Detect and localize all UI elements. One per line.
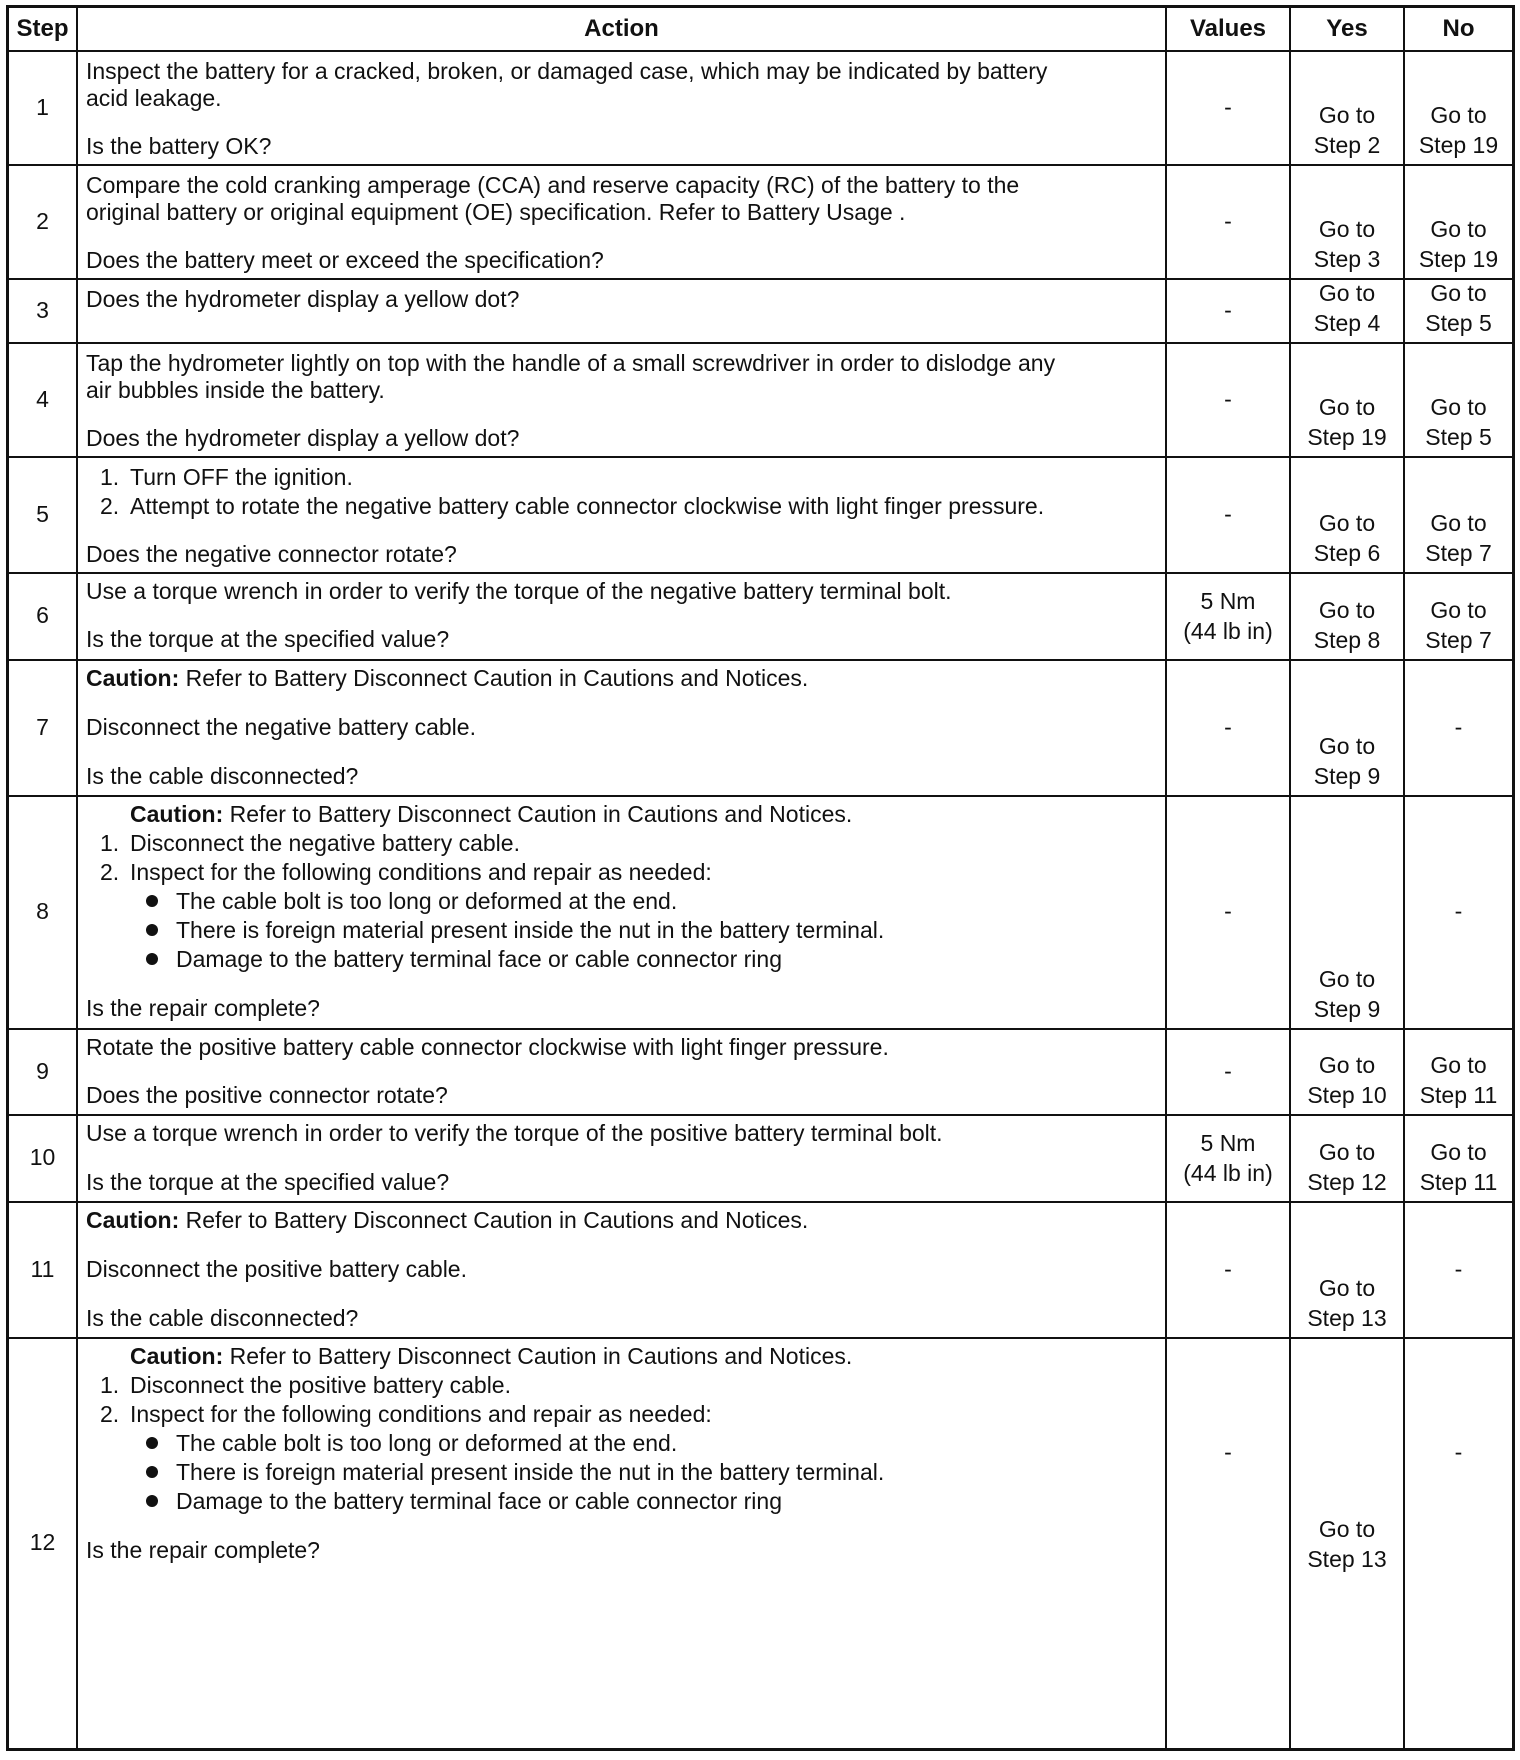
action-cell [78, 1028, 1167, 1114]
caution-text: Refer to Battery Disconnect Caution in Cautions and Notices. [185, 1207, 809, 1233]
action-question: Is the battery OK? [86, 133, 272, 159]
bullet-icon [146, 1437, 158, 1449]
bullet-item: The cable bolt is too long or deformed at the end. [176, 1430, 678, 1456]
header-no: No [1442, 15, 1475, 42]
action-question: Is the repair complete? [86, 995, 320, 1021]
step-number: 2 [9, 164, 78, 278]
bullet-icon [146, 1495, 158, 1507]
caution-text: Refer to Battery Disconnect Caution in Cautions and Notices. [229, 1343, 853, 1369]
table-row [9, 1114, 1512, 1203]
step-number: 4 [9, 342, 78, 456]
yes-link-prefix[interactable]: Go to [1318, 1516, 1376, 1542]
list-item: Turn OFF the ignition. [130, 464, 353, 490]
action-cell [78, 342, 1167, 456]
yes-link-prefix[interactable]: Go to [1318, 216, 1376, 242]
action-text: Compare the cold cranking amperage (CCA) and reserve capacity (RC) of the battery to the [86, 172, 1020, 198]
table-row [9, 795, 1512, 1030]
list-item: Disconnect the positive battery cable. [130, 1372, 511, 1398]
bullet-item: There is foreign material present inside the nut in the battery terminal. [176, 917, 885, 943]
no-cell [1405, 50, 1512, 164]
no-cell: - [1454, 898, 1463, 924]
caution-label: Caution: [86, 1207, 180, 1233]
yes-link-prefix[interactable]: Go to [1318, 510, 1376, 536]
bullet-icon [146, 1466, 158, 1478]
diagnostic-table [6, 5, 1515, 1751]
table-row [9, 1201, 1512, 1339]
action-text: air bubbles inside the battery. [86, 377, 385, 403]
values-cell: - [1167, 342, 1291, 456]
values-cell [1167, 1337, 1291, 1748]
action-text: Use a torque wrench in order to verify the torque of the positive battery terminal bolt. [86, 1120, 943, 1146]
list-number: 1. [100, 1372, 120, 1398]
yes-cell [1291, 164, 1405, 278]
no-link-prefix[interactable]: Go to [1430, 280, 1487, 306]
action-question: Does the battery meet or exceed the specification? [86, 247, 604, 273]
yes-link-prefix[interactable]: Go to [1318, 1139, 1376, 1165]
list-item: Inspect for the following conditions and repair as needed: [130, 1401, 712, 1427]
yes-link-prefix[interactable]: Go to [1318, 102, 1376, 128]
action-text: acid leakage. [86, 85, 222, 111]
step-number: 11 [9, 1201, 78, 1337]
list-item: Disconnect the negative battery cable. [130, 830, 520, 856]
yes-link-prefix[interactable]: Go to [1318, 280, 1376, 306]
bullet-item: Damage to the battery terminal face or cable connector ring [176, 1488, 782, 1514]
table-row [9, 278, 1512, 344]
no-link-step[interactable]: Step 11 [1419, 1082, 1498, 1108]
yes-link-prefix[interactable]: Go to [1318, 394, 1376, 420]
yes-cell [1291, 572, 1405, 659]
no-cell [1405, 1337, 1512, 1748]
list-number: 2. [100, 859, 120, 885]
action-text: Use a torque wrench in order to verify the torque of the negative battery terminal bolt. [86, 578, 952, 604]
values-cell: - [1167, 795, 1291, 1028]
bullet-icon [146, 895, 158, 907]
step-number: 9 [9, 1028, 78, 1114]
bullet-item: There is foreign material present inside the nut in the battery terminal. [176, 1459, 885, 1485]
yes-link-prefix[interactable]: Go to [1318, 966, 1376, 992]
header-yes: Yes [1291, 8, 1405, 50]
header-step: Step [9, 8, 78, 50]
values-cell: - [1167, 1028, 1291, 1114]
list-number: 2. [100, 493, 120, 519]
step-number: 10 [9, 1114, 78, 1201]
action-question: Does the positive connector rotate? [86, 1082, 448, 1108]
yes-cell [1291, 659, 1405, 795]
no-cell [1405, 278, 1512, 342]
values-dash: - [1224, 1438, 1232, 1465]
no-cell [1405, 342, 1512, 456]
no-cell: - [1454, 713, 1463, 740]
list-item: Inspect for the following conditions and repair as needed: [130, 859, 712, 885]
action-question: Does the hydrometer display a yellow dot? [86, 286, 520, 312]
yes-cell [1291, 795, 1405, 1028]
action-cell [78, 1114, 1167, 1201]
no-link-step[interactable]: Step 7 [1425, 540, 1492, 566]
table-row [9, 659, 1512, 797]
no-cell [1405, 1028, 1512, 1114]
bullet-icon [146, 924, 158, 936]
no-cell: - [1454, 1255, 1463, 1282]
yes-link-prefix[interactable]: Go to [1318, 1052, 1376, 1078]
action-cell [78, 572, 1167, 659]
bullet-icon [146, 953, 158, 965]
table-row [9, 50, 1512, 166]
no-link-step[interactable]: Step 5 [1425, 310, 1492, 336]
step-number: 8 [9, 795, 78, 1028]
no-cell [1405, 1114, 1512, 1201]
table-row [9, 1337, 1512, 1748]
no-link-prefix[interactable]: Go to [1430, 1139, 1487, 1165]
torque-value-imperial: (44 lb in) [1183, 1159, 1273, 1186]
action-question: Is the torque at the specified value? [86, 1169, 450, 1195]
caution-label: Caution: [86, 665, 180, 691]
torque-value: 5 Nm [1200, 1129, 1256, 1156]
header-action: Action [78, 8, 1167, 50]
yes-link-step[interactable]: Step 19 [1307, 424, 1387, 450]
yes-link-prefix[interactable]: Go to [1318, 597, 1376, 623]
yes-cell [1291, 1337, 1405, 1748]
action-question: Does the negative connector rotate? [86, 541, 457, 567]
table-row [9, 572, 1512, 661]
list-number: 1. [100, 464, 120, 490]
caution-label: Caution: [130, 1343, 224, 1369]
header-values: Values [1167, 8, 1291, 50]
caution-text: Refer to Battery Disconnect Caution in Cautions and Notices. [185, 665, 809, 691]
yes-link-step[interactable]: Step 9 [1313, 763, 1381, 789]
step-number: 12 [9, 1337, 78, 1748]
action-question: Does the hydrometer display a yellow dot? [86, 425, 520, 451]
values-cell: - [1167, 50, 1291, 164]
action-text: Disconnect the positive battery cable. [86, 1256, 467, 1282]
yes-link-step[interactable]: Step 13 [1307, 1546, 1387, 1572]
no-cell [1405, 456, 1512, 572]
yes-cell [1291, 50, 1405, 164]
no-link-prefix[interactable]: Go to [1430, 394, 1487, 420]
yes-link-step[interactable]: Step 6 [1313, 540, 1381, 566]
table-row [9, 456, 1512, 574]
action-cell [78, 164, 1167, 278]
no-link-prefix[interactable]: Go to [1430, 102, 1487, 128]
table-row [9, 342, 1512, 458]
yes-cell [1291, 278, 1405, 342]
no-cell [1405, 572, 1512, 659]
action-cell [78, 1337, 1167, 1748]
no-link-prefix[interactable]: Go to [1430, 1052, 1487, 1078]
yes-link-step[interactable]: Step 3 [1313, 246, 1381, 272]
step-number: 5 [9, 456, 78, 572]
yes-link-step[interactable]: Step 4 [1313, 310, 1381, 336]
yes-cell [1291, 456, 1405, 572]
no-link-prefix[interactable]: Go to [1430, 510, 1487, 536]
table-row [9, 164, 1512, 280]
yes-link-step[interactable]: Step 9 [1313, 996, 1381, 1022]
no-link-prefix[interactable]: Go to [1430, 597, 1487, 623]
no-link-step[interactable]: Step 5 [1425, 424, 1492, 450]
no-link-prefix[interactable]: Go to [1430, 216, 1487, 242]
yes-link-step[interactable]: Step 12 [1307, 1169, 1387, 1195]
yes-link-prefix[interactable]: Go to [1318, 1275, 1376, 1301]
yes-cell [1291, 1114, 1405, 1201]
list-item: Attempt to rotate the negative battery cable connector clockwise with light finger pressure. [130, 493, 1045, 519]
step-number: 7 [9, 659, 78, 795]
action-cell [78, 1201, 1167, 1337]
torque-value-imperial: (44 lb in) [1183, 617, 1273, 644]
table-row [9, 1028, 1512, 1116]
caution-text: Refer to Battery Disconnect Caution in Cautions and Notices. [229, 801, 853, 827]
yes-cell [1291, 342, 1405, 456]
step-number: 3 [9, 278, 78, 342]
action-text: Inspect the battery for a cracked, broken, or damaged case, which may be indicated by battery [86, 58, 1048, 84]
step-number: 6 [9, 572, 78, 659]
values-cell [1167, 572, 1291, 659]
no-cell [1405, 164, 1512, 278]
values-cell: - [1167, 1201, 1291, 1337]
yes-cell [1291, 1028, 1405, 1114]
no-link-step[interactable]: Step 11 [1419, 1169, 1498, 1195]
action-question: Is the torque at the specified value? [86, 626, 450, 652]
action-cell [78, 50, 1167, 164]
values-cell [1167, 1114, 1291, 1201]
action-text: Tap the hydrometer lightly on top with the handle of a small screwdriver in order to dislodge any [86, 350, 1056, 376]
no-dash: - [1454, 1438, 1463, 1465]
bullet-item: Damage to the battery terminal face or cable connector ring [176, 946, 782, 972]
caution-label: Caution: [130, 801, 224, 827]
action-question: Is the cable disconnected? [86, 763, 359, 789]
action-text: original battery or original equipment (OE) specification. Refer to Battery Usage . [86, 199, 906, 225]
bullet-item: The cable bolt is too long or deformed at the end. [176, 888, 678, 914]
values-cell: - [1167, 278, 1291, 342]
yes-link-step[interactable]: Step 10 [1307, 1082, 1387, 1108]
yes-link-step[interactable]: Step 13 [1307, 1305, 1387, 1331]
yes-cell [1291, 1201, 1405, 1337]
action-text: Disconnect the negative battery cable. [86, 714, 476, 740]
action-question: Is the cable disconnected? [86, 1305, 359, 1331]
list-number: 2. [100, 1401, 120, 1427]
no-link-step[interactable]: Step 19 [1418, 246, 1499, 272]
action-cell [78, 795, 1167, 1028]
values-cell: - [1167, 659, 1291, 795]
action-cell [78, 456, 1167, 572]
action-question: Is the repair complete? [86, 1537, 320, 1563]
values-cell: - [1167, 164, 1291, 278]
yes-link-step[interactable]: Step 2 [1313, 132, 1381, 158]
torque-value: 5 Nm [1200, 587, 1256, 614]
action-cell [78, 278, 1167, 342]
values-cell: - [1167, 456, 1291, 572]
step-number: 1 [9, 50, 78, 164]
yes-link-step[interactable]: Step 8 [1313, 627, 1381, 653]
no-link-step[interactable]: Step 7 [1425, 627, 1492, 653]
action-cell [78, 659, 1167, 795]
list-number: 1. [100, 830, 120, 856]
yes-link-prefix[interactable]: Go to [1318, 733, 1376, 759]
action-text: Rotate the positive battery cable connector clockwise with light finger pressure. [86, 1034, 889, 1060]
table-header [9, 8, 1512, 52]
no-link-step[interactable]: Step 19 [1418, 132, 1499, 158]
